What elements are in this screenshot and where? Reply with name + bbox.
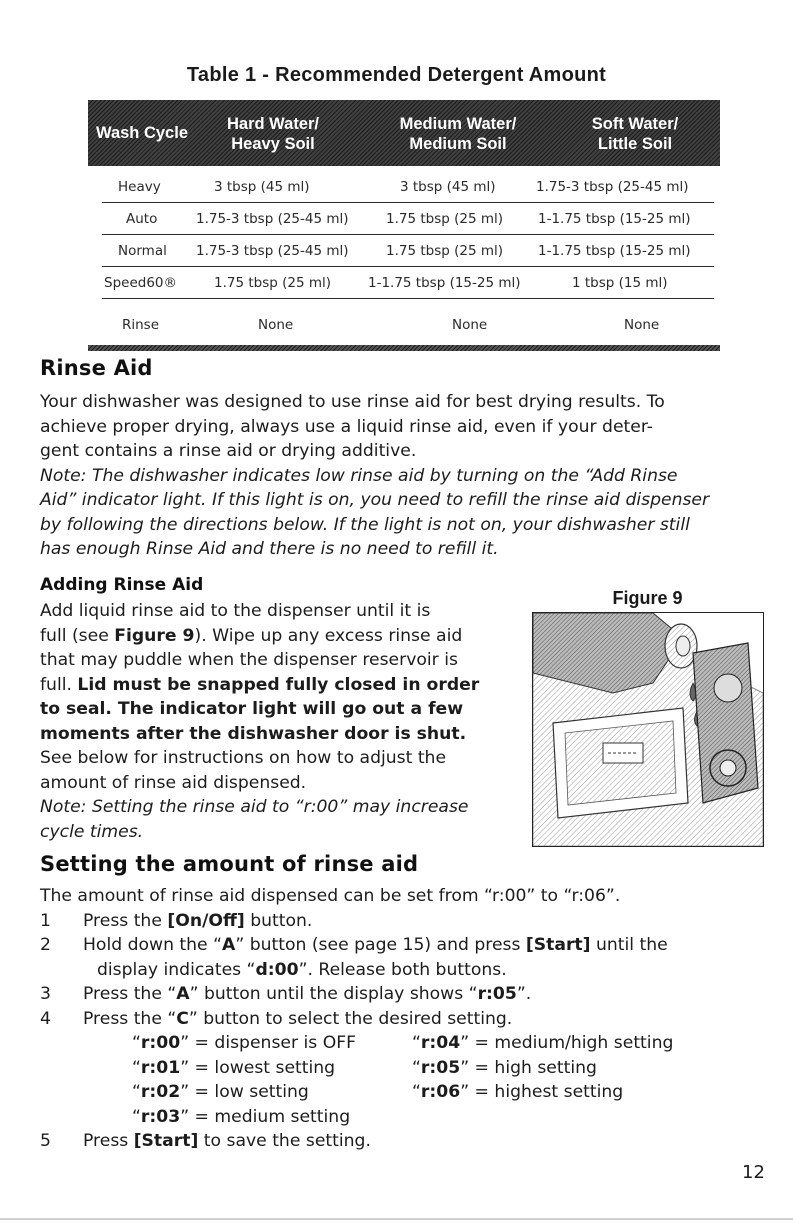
- cell-cycle: Auto: [126, 211, 158, 227]
- option-item: “r:05” = high setting: [412, 1057, 597, 1078]
- cell-cycle: Rinse: [122, 317, 160, 333]
- note-line: Note: The dishwasher indicates low rinse aid by turning on the “Add Rinse: [40, 465, 678, 486]
- option-item: “r:03” = medium setting: [132, 1106, 351, 1127]
- table-row: [102, 309, 714, 340]
- text-line: Your dishwasher was designed to use rinse aid for best drying results. To: [40, 392, 665, 412]
- text-line: full. Lid must be snapped fully closed in order: [40, 674, 480, 695]
- row-divider: [102, 298, 714, 299]
- header-medium-line1: Medium Water/: [399, 115, 517, 133]
- option-item: “r:00” = dispenser is OFF: [132, 1033, 356, 1053]
- adding-paragraph: [40, 599, 528, 844]
- note-line: by following the directions below. If the light is not on, your dishwasher still: [40, 514, 690, 535]
- setting-intro: The amount of rinse aid dispensed can be set from “r:00” to “r:06”.: [40, 886, 621, 906]
- table-header: [88, 100, 720, 166]
- header-hard-line2: Heavy Soil: [231, 135, 315, 153]
- note-line: Aid” indicator light. If this light is on, you need to refill the rinse aid dispenser: [40, 490, 710, 510]
- cell-medium: None: [452, 317, 488, 333]
- text-line: See below for instructions on how to adjust the: [40, 748, 447, 768]
- cell-cycle: Heavy: [118, 179, 161, 195]
- header-soft-water: [560, 114, 710, 154]
- step-3: 3 Press the “A” button until the display shows “r:05”.: [40, 984, 532, 1004]
- text-line: Add liquid rinse aid to the dispenser until it is: [40, 601, 431, 621]
- step-2-continued: display indicates “d:00”. Release both buttons.: [97, 959, 507, 980]
- header-wash-cycle: Wash Cycle: [95, 124, 188, 142]
- option-item: “r:06” = highest setting: [412, 1082, 624, 1102]
- header-soft-line1: Soft Water/: [591, 115, 679, 133]
- options-right: [412, 1031, 673, 1105]
- option-item: “r:01” = lowest setting: [132, 1057, 336, 1078]
- figure-reference: Figure 9: [114, 625, 195, 646]
- table-row: [102, 235, 714, 267]
- cell-soft: 1 tbsp (15 ml): [572, 275, 668, 291]
- rinse-aid-heading: Rinse Aid: [40, 356, 153, 380]
- cell-hard: 3 tbsp (45 ml): [214, 179, 310, 195]
- text-line: to seal. The indicator light will go out a few: [40, 699, 464, 719]
- cell-cycle: Speed60®: [104, 275, 177, 291]
- table-bottom-bar: [88, 345, 720, 351]
- header-medium-water: [378, 114, 538, 154]
- note-line: has enough Rinse Aid and there is no need to refill it.: [40, 539, 499, 559]
- header-medium-line2: Medium Soil: [409, 135, 507, 153]
- text-line: that may puddle when the dispenser reservoir is: [40, 650, 458, 670]
- cell-medium: 1-1.75 tbsp (15-25 ml): [368, 275, 521, 291]
- cell-soft: 1.75-3 tbsp (25-45 ml): [536, 179, 689, 195]
- option-item: “r:04” = medium/high setting: [412, 1033, 674, 1053]
- rinse-aid-dispenser-illustration: [533, 613, 763, 846]
- options-left: [132, 1031, 356, 1129]
- bottom-edge: [0, 1218, 793, 1220]
- text-line: full (see Figure 9). Wipe up any excess rinse aid: [40, 625, 463, 646]
- cell-cycle: Normal: [118, 243, 167, 259]
- cell-hard: 1.75-3 tbsp (25-45 ml): [196, 243, 349, 259]
- text-line: achieve proper drying, always use a liquid rinse aid, even if your deter-: [40, 416, 654, 437]
- note-line: cycle times.: [40, 821, 144, 842]
- table-title: Table 1 - Recommended Detergent Amount: [186, 64, 607, 86]
- setting-options: [40, 1031, 780, 1129]
- step-2: 2 Hold down the “A” button (see page 15) and press [Start] until the: [40, 935, 668, 955]
- setting-heading: Setting the amount of rinse aid: [40, 852, 419, 876]
- text-line: gent contains a rinse aid or drying additive.: [40, 441, 417, 461]
- rinse-aid-paragraph: [40, 390, 775, 562]
- header-hard-line1: Hard Water/: [227, 115, 319, 133]
- table-row: [102, 171, 714, 203]
- step-4: 4 Press the “C” button to select the desired setting.: [40, 1008, 513, 1029]
- step-1: 1 Press the [On/Off] button.: [40, 910, 313, 931]
- figure-9-illustration: [532, 612, 764, 847]
- adding-rinse-aid-heading: Adding Rinse Aid: [40, 575, 204, 595]
- cell-hard: None: [258, 317, 294, 333]
- option-item: “r:02” = low setting: [132, 1082, 309, 1102]
- table-row: [102, 267, 714, 299]
- text-line: amount of rinse aid dispensed.: [40, 772, 307, 793]
- header-hard-water: [198, 114, 348, 154]
- step-5: 5 Press [Start] to save the setting.: [40, 1131, 371, 1151]
- page-number: 12: [742, 1162, 765, 1183]
- cell-soft: None: [624, 317, 660, 333]
- note-line: Note: Setting the rinse aid to “r:00” may increase: [40, 797, 469, 817]
- setting-instructions: [40, 884, 780, 1154]
- cell-medium: 3 tbsp (45 ml): [400, 179, 496, 195]
- header-soft-line2: Little Soil: [597, 135, 673, 153]
- figure-title: Figure 9: [612, 588, 683, 608]
- table-row: [102, 203, 714, 235]
- cell-soft: 1-1.75 tbsp (15-25 ml): [538, 211, 691, 227]
- text-line: moments after the dishwasher door is shut.: [40, 723, 467, 744]
- cell-medium: 1.75 tbsp (25 ml): [386, 243, 504, 259]
- cell-hard: 1.75 tbsp (25 ml): [214, 275, 332, 291]
- cell-soft: 1-1.75 tbsp (15-25 ml): [538, 243, 691, 259]
- cell-medium: 1.75 tbsp (25 ml): [386, 211, 504, 227]
- cell-hard: 1.75-3 tbsp (25-45 ml): [196, 211, 349, 227]
